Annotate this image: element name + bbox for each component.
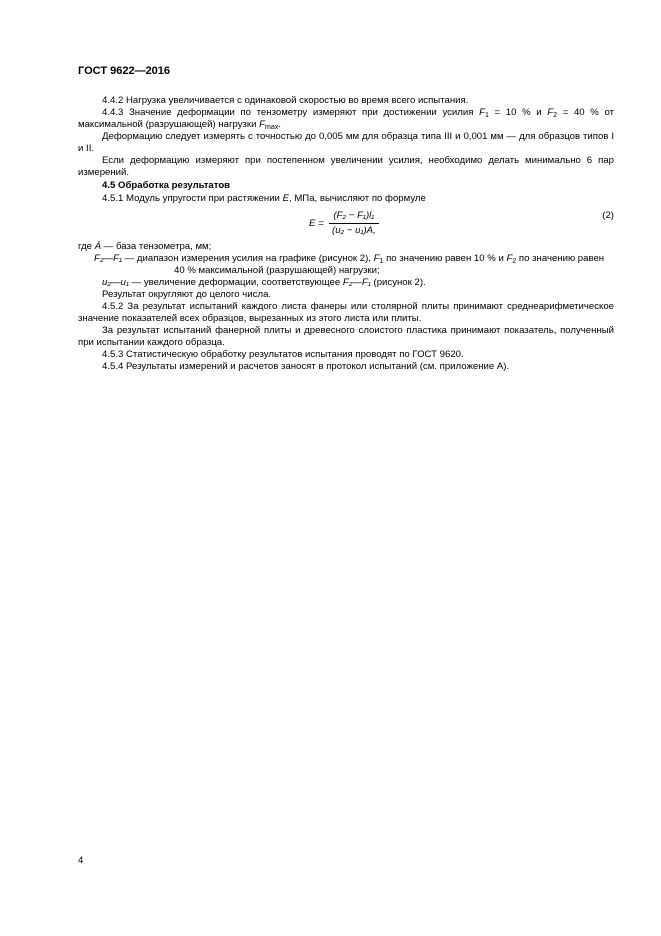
symbol-f1: F [479,107,485,118]
text-fragment: , МПа, вычисляют по формуле [288,193,426,204]
formula-fraction [329,210,379,237]
document-body [78,95,614,373]
text-fragment: где [78,241,95,252]
symbol-f2: F [547,107,554,118]
text-fragment: — диапазон измерения усилия на графике (рисунок 2), [122,253,374,264]
paragraph-4-4-3 [78,107,614,131]
definition-a [78,241,614,253]
paragraph-4-5-3: 4.5.3 Статистическую обработку результатов испытания проводят по ГОСТ 9620. [102,349,464,360]
symbol-f-range: F₂—F₁ [94,253,122,264]
text-fragment: — база тензометра, мм; [101,241,212,252]
subscript: 2 [553,112,558,119]
paragraph-4-5-2: 4.5.2 За результат испытаний каждого листа фанеры или столярной плиты принимают среднеарифметическое значение показателей всех образцов, вырезанных из этого листа или плиты. [78,301,614,324]
symbol-f1: F [373,253,380,264]
document-header: ГОСТ 9622—2016 [78,65,171,77]
text-fragment: 4.5.1 Модуль упругости при растяжении [102,193,283,204]
paragraph-rounding: Результат округляют до целого числа. [102,289,272,300]
text-fragment: (рисунок 2). [370,277,426,288]
symbol-u-range: u₂—u₁ [102,277,129,288]
paragraph-4-5-4: 4.5.4 Результаты измерений и расчетов заносят в протокол испытаний (см. приложение А). [102,361,510,372]
definition-f-range [78,253,614,277]
text-fragment: — увеличение деформации, соответствующее [128,277,343,288]
symbol-a: Á [94,241,102,252]
paragraph-plate-result: За результат испытаний фанерной плиты и древесного слоистого пластика принимают показатель, полученный при испытании каждого образца. [78,325,614,348]
subscript: 1 [484,112,489,119]
formula-2 [78,205,614,241]
formula-lhs: E = [309,218,324,229]
denominator-text: (u₂ − u₁)A [332,225,374,236]
subscript: max [264,124,279,131]
text-fragment: = 10 % и [488,107,548,118]
paragraph-deformation-precision: Деформацию следует измерять с точностью до 0,005 мм для образца типа III и 0,001 мм — для образцов типов I и II. [78,131,614,154]
text-fragment: = 40 % от максимальной (разрушающей) нагрузки [78,107,614,130]
symbol-f2: F [506,253,513,264]
definition-u-range [78,277,614,289]
text-fragment: . [278,119,281,130]
page-number: 4 [78,855,84,866]
section-heading-4-5: 4.5 Обработка результатов [102,180,231,191]
symbol-fmax: F [259,119,265,130]
formula-numerator: (F₂ − F₁)l₁ [329,210,379,224]
text-fragment: по значению равен 40 % максимальной (разрушающей) нагрузки; [174,253,605,276]
symbol-e: E [282,193,289,204]
text-fragment: по значению равен 10 % и [383,253,507,264]
formula-denominator [329,224,379,237]
text-fragment: 4.4.3 Значение деформации по тензометру измеряют при достижении усилия [102,107,480,118]
paragraph-4-4-2: 4.4.2 Нагрузка увеличивается с одинаковой скоростью во время всего испытания. [102,95,469,106]
formula-comma: , [373,225,376,236]
equation-number: (2) [602,210,614,221]
symbol-f-range: F₂—F₁ [342,277,371,288]
subscript: 2 [512,258,517,265]
paragraph-gradual-load: Если деформацию измеряют при постепенном увеличении усилия, необходимо делать минимально 6 пар измерений. [78,155,614,178]
subscript: 1 [379,258,384,265]
paragraph-4-5-1 [78,193,614,205]
